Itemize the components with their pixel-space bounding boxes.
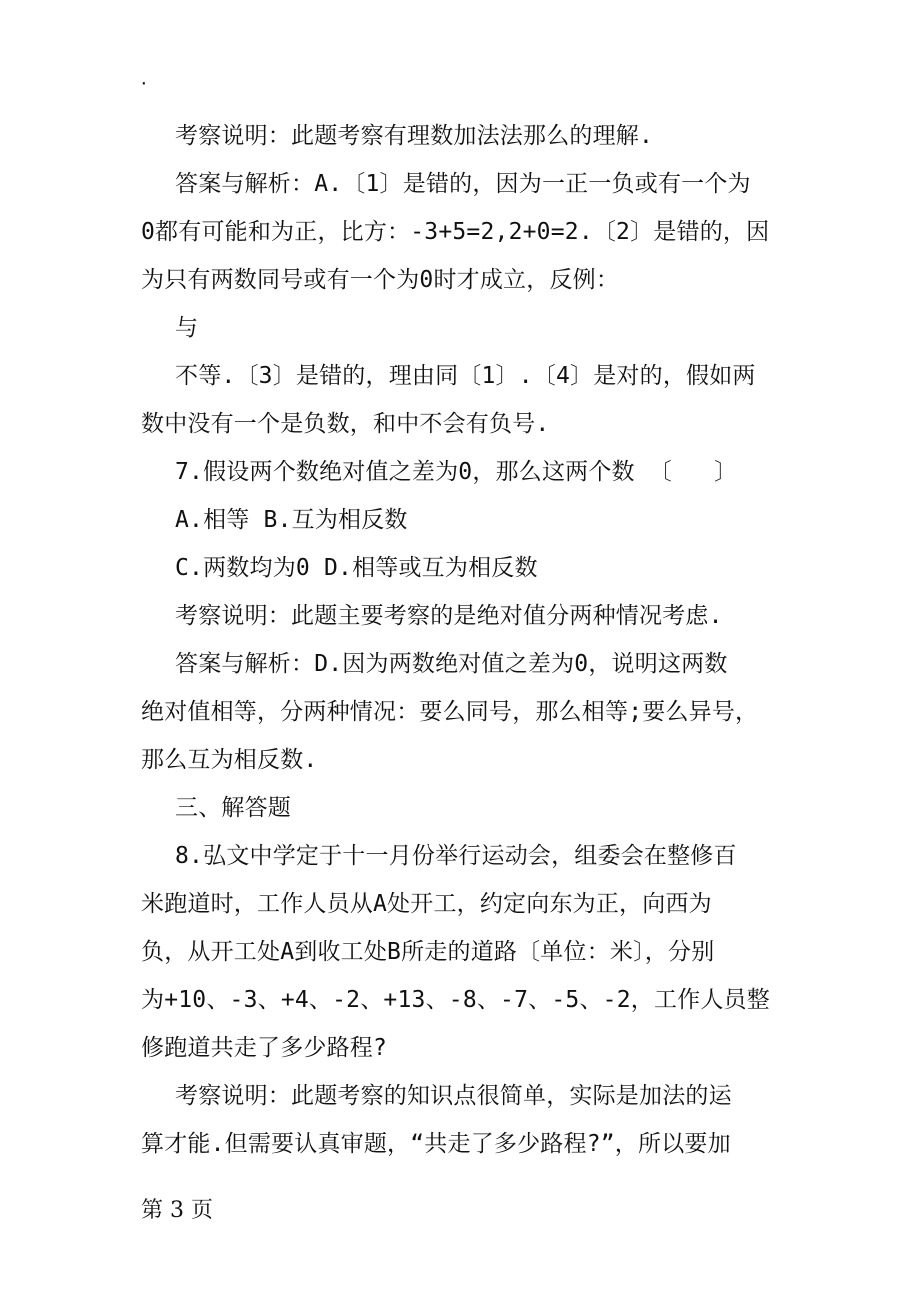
top-mark: · <box>139 74 149 93</box>
text-line: 不等.〔3〕是错的，理由同〔1〕.〔4〕是对的，假如两 <box>175 363 756 389</box>
text-line: 那么互为相反数. <box>141 747 318 773</box>
text-line: 绝对值相等，分两种情况：要么同号，那么相等;要么异号， <box>141 699 759 725</box>
text-line: 答案与解析：A.〔1〕是错的，因为一正一负或有一个为 <box>175 171 751 197</box>
text-line: 为只有两数同号或有一个为0时才成立，反例： <box>141 267 620 293</box>
question-8: 8.弘文中学定于十一月份举行运动会，组委会在整修百 <box>175 843 737 869</box>
text-line: 答案与解析：D.因为两数绝对值之差为0，说明这两数 <box>175 651 728 677</box>
section-heading: 三、解答题 <box>175 795 291 821</box>
text-line: 0都有可能和为正，比方：-3+5=2,2+0=2.〔2〕是错的，因 <box>141 219 770 245</box>
text-line: 算才能.但需要认真审题，“共走了多少路程?”，所以要加 <box>141 1131 731 1157</box>
page-number: 第 3 页 <box>141 1198 213 1223</box>
text-line: 米跑道时，工作人员从A处开工，约定向东为正，向西为 <box>141 891 712 917</box>
text-line: 负，从开工处A到收工处B所走的道路〔单位：米〕，分别 <box>141 939 715 965</box>
text-line: 考察说明：此题考察有理数加法法那么的理解. <box>175 123 654 149</box>
text-line: 与 <box>175 315 199 341</box>
text-line: 考察说明：此题主要考察的是绝对值分两种情况考虑. <box>175 603 723 629</box>
text-line: 数中没有一个是负数，和中不会有负号. <box>141 411 550 437</box>
option-line: A.相等 B.互为相反数 <box>175 507 408 533</box>
question-7: 7.假设两个数绝对值之差为0，那么这两个数 〔 〕 <box>175 459 738 485</box>
text-line: 修跑道共走了多少路程? <box>141 1035 388 1061</box>
text-line: 考察说明：此题考察的知识点很简单，实际是加法的运 <box>175 1083 732 1109</box>
text-line: 为+10、-3、+4、-2、+13、-8、-7、-5、-2，工作人员整 <box>141 987 770 1013</box>
option-line: C.两数均为0 D.相等或互为相反数 <box>175 555 538 581</box>
